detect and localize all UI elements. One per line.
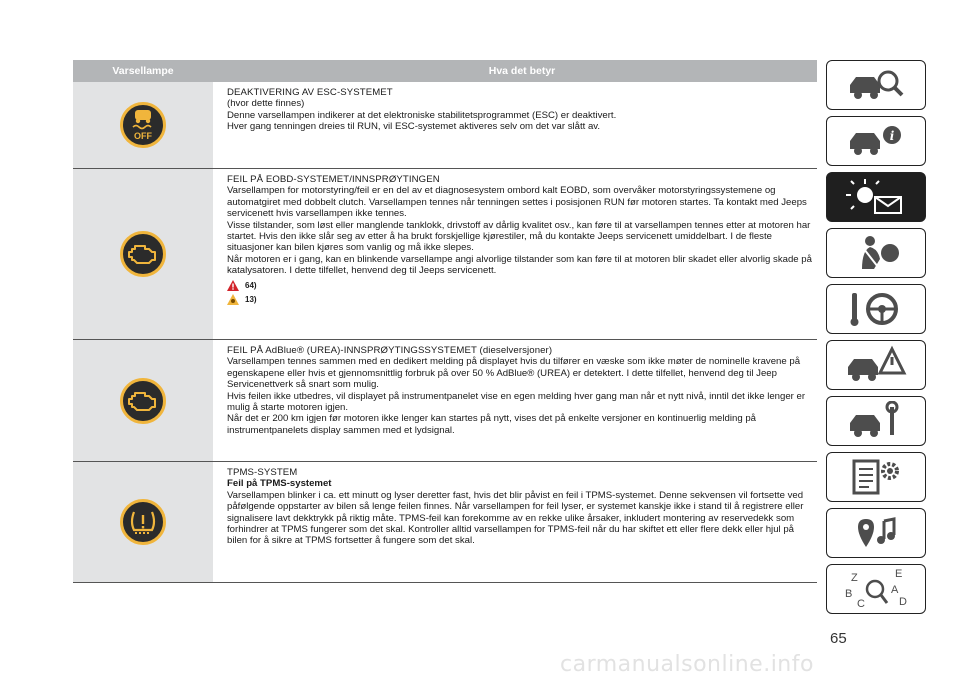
note-reference <box>227 294 813 305</box>
warning-light-message-icon <box>843 177 909 217</box>
index-letter: A <box>891 584 899 596</box>
multimedia-icon <box>846 513 906 553</box>
tab-safety[interactable] <box>826 228 926 278</box>
header-col-warning-light: Varsellampe <box>112 65 174 77</box>
index-letter: E <box>895 568 903 580</box>
row-title: TPMS-SYSTEM <box>227 467 298 478</box>
tab-technical-data[interactable] <box>826 452 926 502</box>
tab-car-info[interactable] <box>826 116 926 166</box>
row-text: Visse tilstander, som løst eller manglende tanklokk, drivstoff av dårlig kvalitet osv., kan føre til at varsellampen tennes etter at motoren har startet. Hvis den ikke slår seg av etter å ha brukt forskjellige kjørestiler, må du kontakte Jeeps servicenett umiddelbart. I de fleste situasjoner kan bilen kjøres som vanlig og må ikke slepes. <box>227 219 811 254</box>
alphabetical-index-icon <box>841 567 911 611</box>
svg-text:i: i <box>889 129 895 143</box>
tab-starting-driving[interactable] <box>826 284 926 334</box>
description-cell <box>213 82 817 168</box>
car-search-icon <box>846 67 906 103</box>
chapter-sidebar <box>826 60 928 620</box>
tab-index[interactable] <box>826 564 926 614</box>
icon-cell <box>73 462 213 582</box>
caution-hand-icon <box>227 294 239 305</box>
row-text: Denne varsellampen indikerer at det elektroniske stabilitetsprogrammet (ESC) er deaktivert. <box>227 109 617 121</box>
row-text: Varsellampen blinker i ca. ett minutt og lyser deretter fast, hvis det blir påvist en feil i TPMS-systemet. Denne sekvensen vil fortsette ved påfølgende oppstarter av bilen så lenge feilen finnes. Når varsellampen for feil lyser, er systemet kanskje ikke i stand til å registrere eller signalisere lavt dekktrykk på riktig måte. TPMS-feil kan forekomme av en rekke ulike årsaker, inkludert montering av reservedekk som forhindrer at TPMS fungerer som det skal. Kontroller alltid varsellampen for TPMS-feil når du har skiftet ett eller flere dekk eller hjul på bilen for å sikre at TPMS fortsetter å fungere som det skal. <box>227 489 804 547</box>
car-emergency-icon <box>844 345 908 385</box>
row-text: Varsellampen tennes sammen med en dedikert melding på displayet hvis du tilfører en væske som ikke møter de nominelle kravene på egenskapene eller hvis et gjennomsnittlig forbruk på over 50 % AdBlue® (UREA) er detektert. I dette tilfellet, henvend deg til Jeep Servicenettverk så snart som mulig. <box>227 356 801 391</box>
page-number: 65 <box>830 630 847 647</box>
warning-lights-table <box>73 60 817 583</box>
tab-warning-lights-messages[interactable] <box>826 172 926 222</box>
table-row <box>73 169 817 340</box>
description-cell <box>213 169 817 339</box>
row-text: Når motoren er i gang, kan en blinkende varsellampe angi alvorlige tilstander som kan føre til at motoren blir skadet eller alvorlig skade på katalysatoren. I dette tilfellet, henvend deg til Jeeps servicenett. <box>227 253 812 277</box>
specs-gear-icon <box>846 457 906 497</box>
tab-emergency[interactable] <box>826 340 926 390</box>
table-header <box>73 60 817 82</box>
watermark: carmanualsonline.info <box>560 652 814 677</box>
icon-cell <box>73 82 213 168</box>
table-row <box>73 340 817 462</box>
row-text: (hvor dette finnes) <box>227 98 305 110</box>
steering-wheel-icon <box>846 289 906 329</box>
danger-triangle-icon <box>227 280 239 291</box>
svg-text:OFF: OFF <box>134 131 152 141</box>
warning-ref-number[interactable]: 64) <box>245 280 257 290</box>
row-text: Hvis feilen ikke utbedres, vil displayet på instrumentpanelet vise en egen melding hver gang man når et nytt nivå, inntil det ikke lenger er mulig å starte motoren igjen. <box>227 390 806 414</box>
description-cell <box>213 340 817 461</box>
row-title: DEAKTIVERING AV ESC-SYSTEMET <box>227 87 393 98</box>
row-subtitle: Feil på TPMS-systemet <box>227 478 332 490</box>
car-info-icon <box>846 123 906 159</box>
table-row <box>73 82 817 169</box>
tab-maintenance[interactable] <box>826 396 926 446</box>
engine-check-icon <box>120 231 166 277</box>
row-text: Hver gang tenningen dreies til RUN, vil ESC-systemet aktiveres selv om det var slått av. <box>227 121 601 133</box>
table-row <box>73 462 817 583</box>
engine-check-icon <box>120 378 166 424</box>
seatbelt-airbag-icon <box>846 233 906 273</box>
row-title: FEIL PÅ EOBD-SYSTEMET/INNSPRØYTINGEN <box>227 174 440 185</box>
warning-reference <box>227 280 813 291</box>
icon-cell <box>73 340 213 461</box>
row-text: Når det er 200 km igjen før motoren ikke lenger kan startes på nytt, vises det på enkelte versjoner en kontinuerlig melding på instrumentpanelets display sammen med et lydsignal. <box>227 413 756 436</box>
tpms-icon <box>120 499 166 545</box>
index-letter: Z <box>851 572 858 584</box>
header-col-meaning: Hva det betyr <box>488 65 556 77</box>
tab-car-search[interactable] <box>826 60 926 110</box>
index-letter: C <box>857 598 865 610</box>
car-wrench-icon <box>846 401 906 441</box>
icon-cell <box>73 169 213 339</box>
esc-off-icon <box>120 102 166 148</box>
index-letter: D <box>899 596 907 608</box>
row-text: Varsellampen for motorstyring/feil er en del av et diagnosesystem ombord kalt EOBD, som overvåker motorstyringssystemene og automatgiret med dobbelt clutch. Varsellampen tennes når tenningen settes i posisjonen RUN før motoren startes. Ta kontakt med Jeeps servicenett hvis varsellampen ikke tennes. <box>227 185 807 220</box>
index-letter: B <box>845 588 853 600</box>
tab-multimedia[interactable] <box>826 508 926 558</box>
row-title: FEIL PÅ AdBlue® (UREA)-INNSPRØYTINGSSYSTEMET (dieselversjoner) <box>227 345 553 356</box>
note-ref-number[interactable]: 13) <box>245 295 257 305</box>
description-cell <box>213 462 817 582</box>
